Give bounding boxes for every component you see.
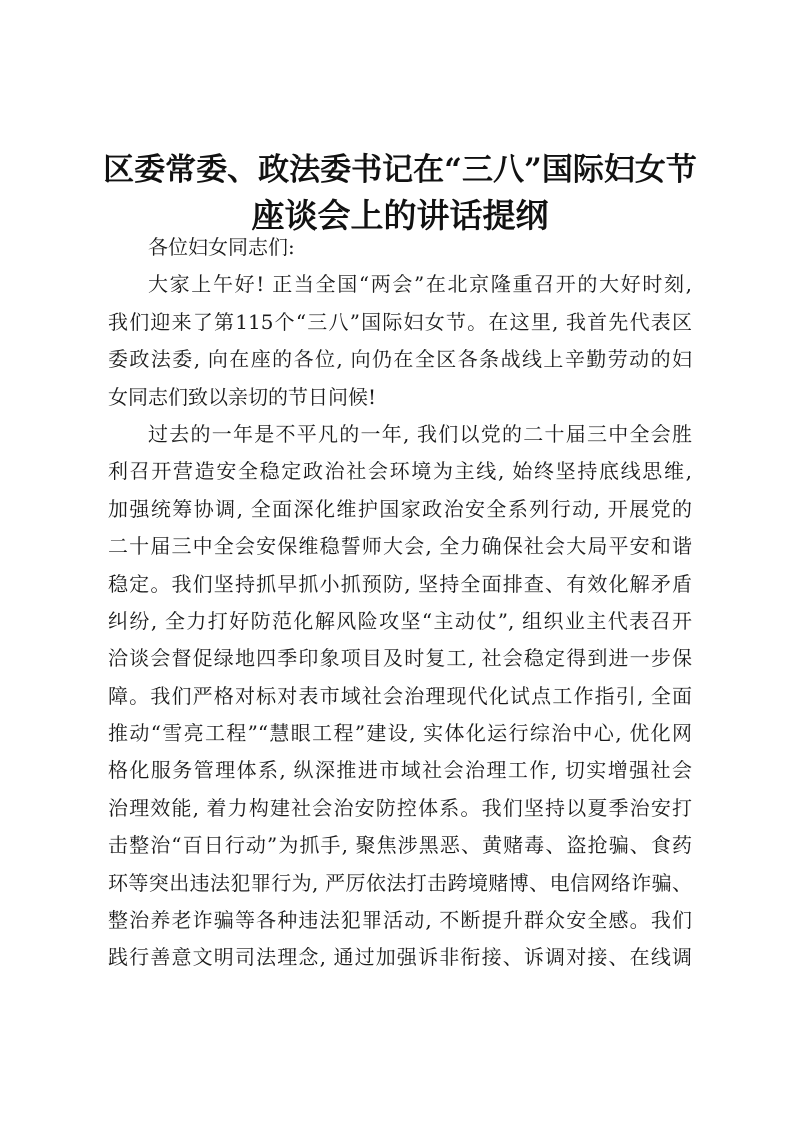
body-line: 稳定。我们坚持抓早抓小抓预防, 坚持全面排查、有效化解矛盾 [108,571,692,596]
body-line: 二十届三中全会安保维稳誓师大会, 全力确保社会大局平安和谐 [108,534,692,559]
document-body [108,229,692,977]
salutation-line: 各位妇女同志们: [148,235,295,259]
body-line: 整治养老诈骗等各种违法犯罪活动, 不断提升群众安全感。我们 [108,908,692,933]
body-line: 格化服务管理体系, 纵深推进市域社会治理工作, 切实增强社会 [108,758,692,783]
body-line: 推动“雪亮工程”“慧眼工程”建设, 实体化运行综治中心, 优化网 [108,721,692,746]
body-line: 大家上午好! 正当全国“两会”在北京隆重召开的大好时刻, [148,272,692,297]
body-line: 纠纷, 全力打好防范化解风险攻坚“主动仗”, 组织业主代表召开 [108,608,692,633]
body-line: 我们迎来了第115个“三八”国际妇女节。在这里, 我首先代表区 [108,309,692,334]
body-line: 过去的一年是不平凡的一年, 我们以党的二十届三中全会胜 [148,421,692,446]
body-line: 治理效能, 着力构建社会治安防控体系。我们坚持以夏季治安打 [108,795,692,820]
body-line: 障。我们严格对标对表市域社会治理现代化试点工作指引, 全面 [108,683,692,708]
body-line: 环等突出违法犯罪行为, 严厉依法打击跨境赌博、电信网络诈骗、 [108,870,692,895]
body-line: 利召开营造安全稳定政治社会环境为主线, 始终坚持底线思维, [108,459,692,484]
body-line: 践行善意文明司法理念, 通过加强诉非衔接、诉调对接、在线调 [108,945,692,970]
body-line: 委政法委, 向在座的各位, 向仍在全区各条战线上辛勤劳动的妇 [108,347,692,372]
body-line: 加强统筹协调, 全面深化维护国家政治安全系列行动, 开展党的 [108,496,692,521]
body-line: 击整治“百日行动”为抓手, 聚焦涉黑恶、黄赌毒、盗抢骗、食药 [108,833,692,858]
document-title-line-2: 座谈会上的讲话提纲 [251,196,549,235]
document-title-line-1: 区委常委、政法委书记在“三八”国际妇女节 [103,152,697,188]
body-line: 洽谈会督促绿地四季印象项目及时复工, 社会稳定得到进一步保 [108,646,692,671]
body-line: 女同志们致以亲切的节日问候! [108,384,377,409]
